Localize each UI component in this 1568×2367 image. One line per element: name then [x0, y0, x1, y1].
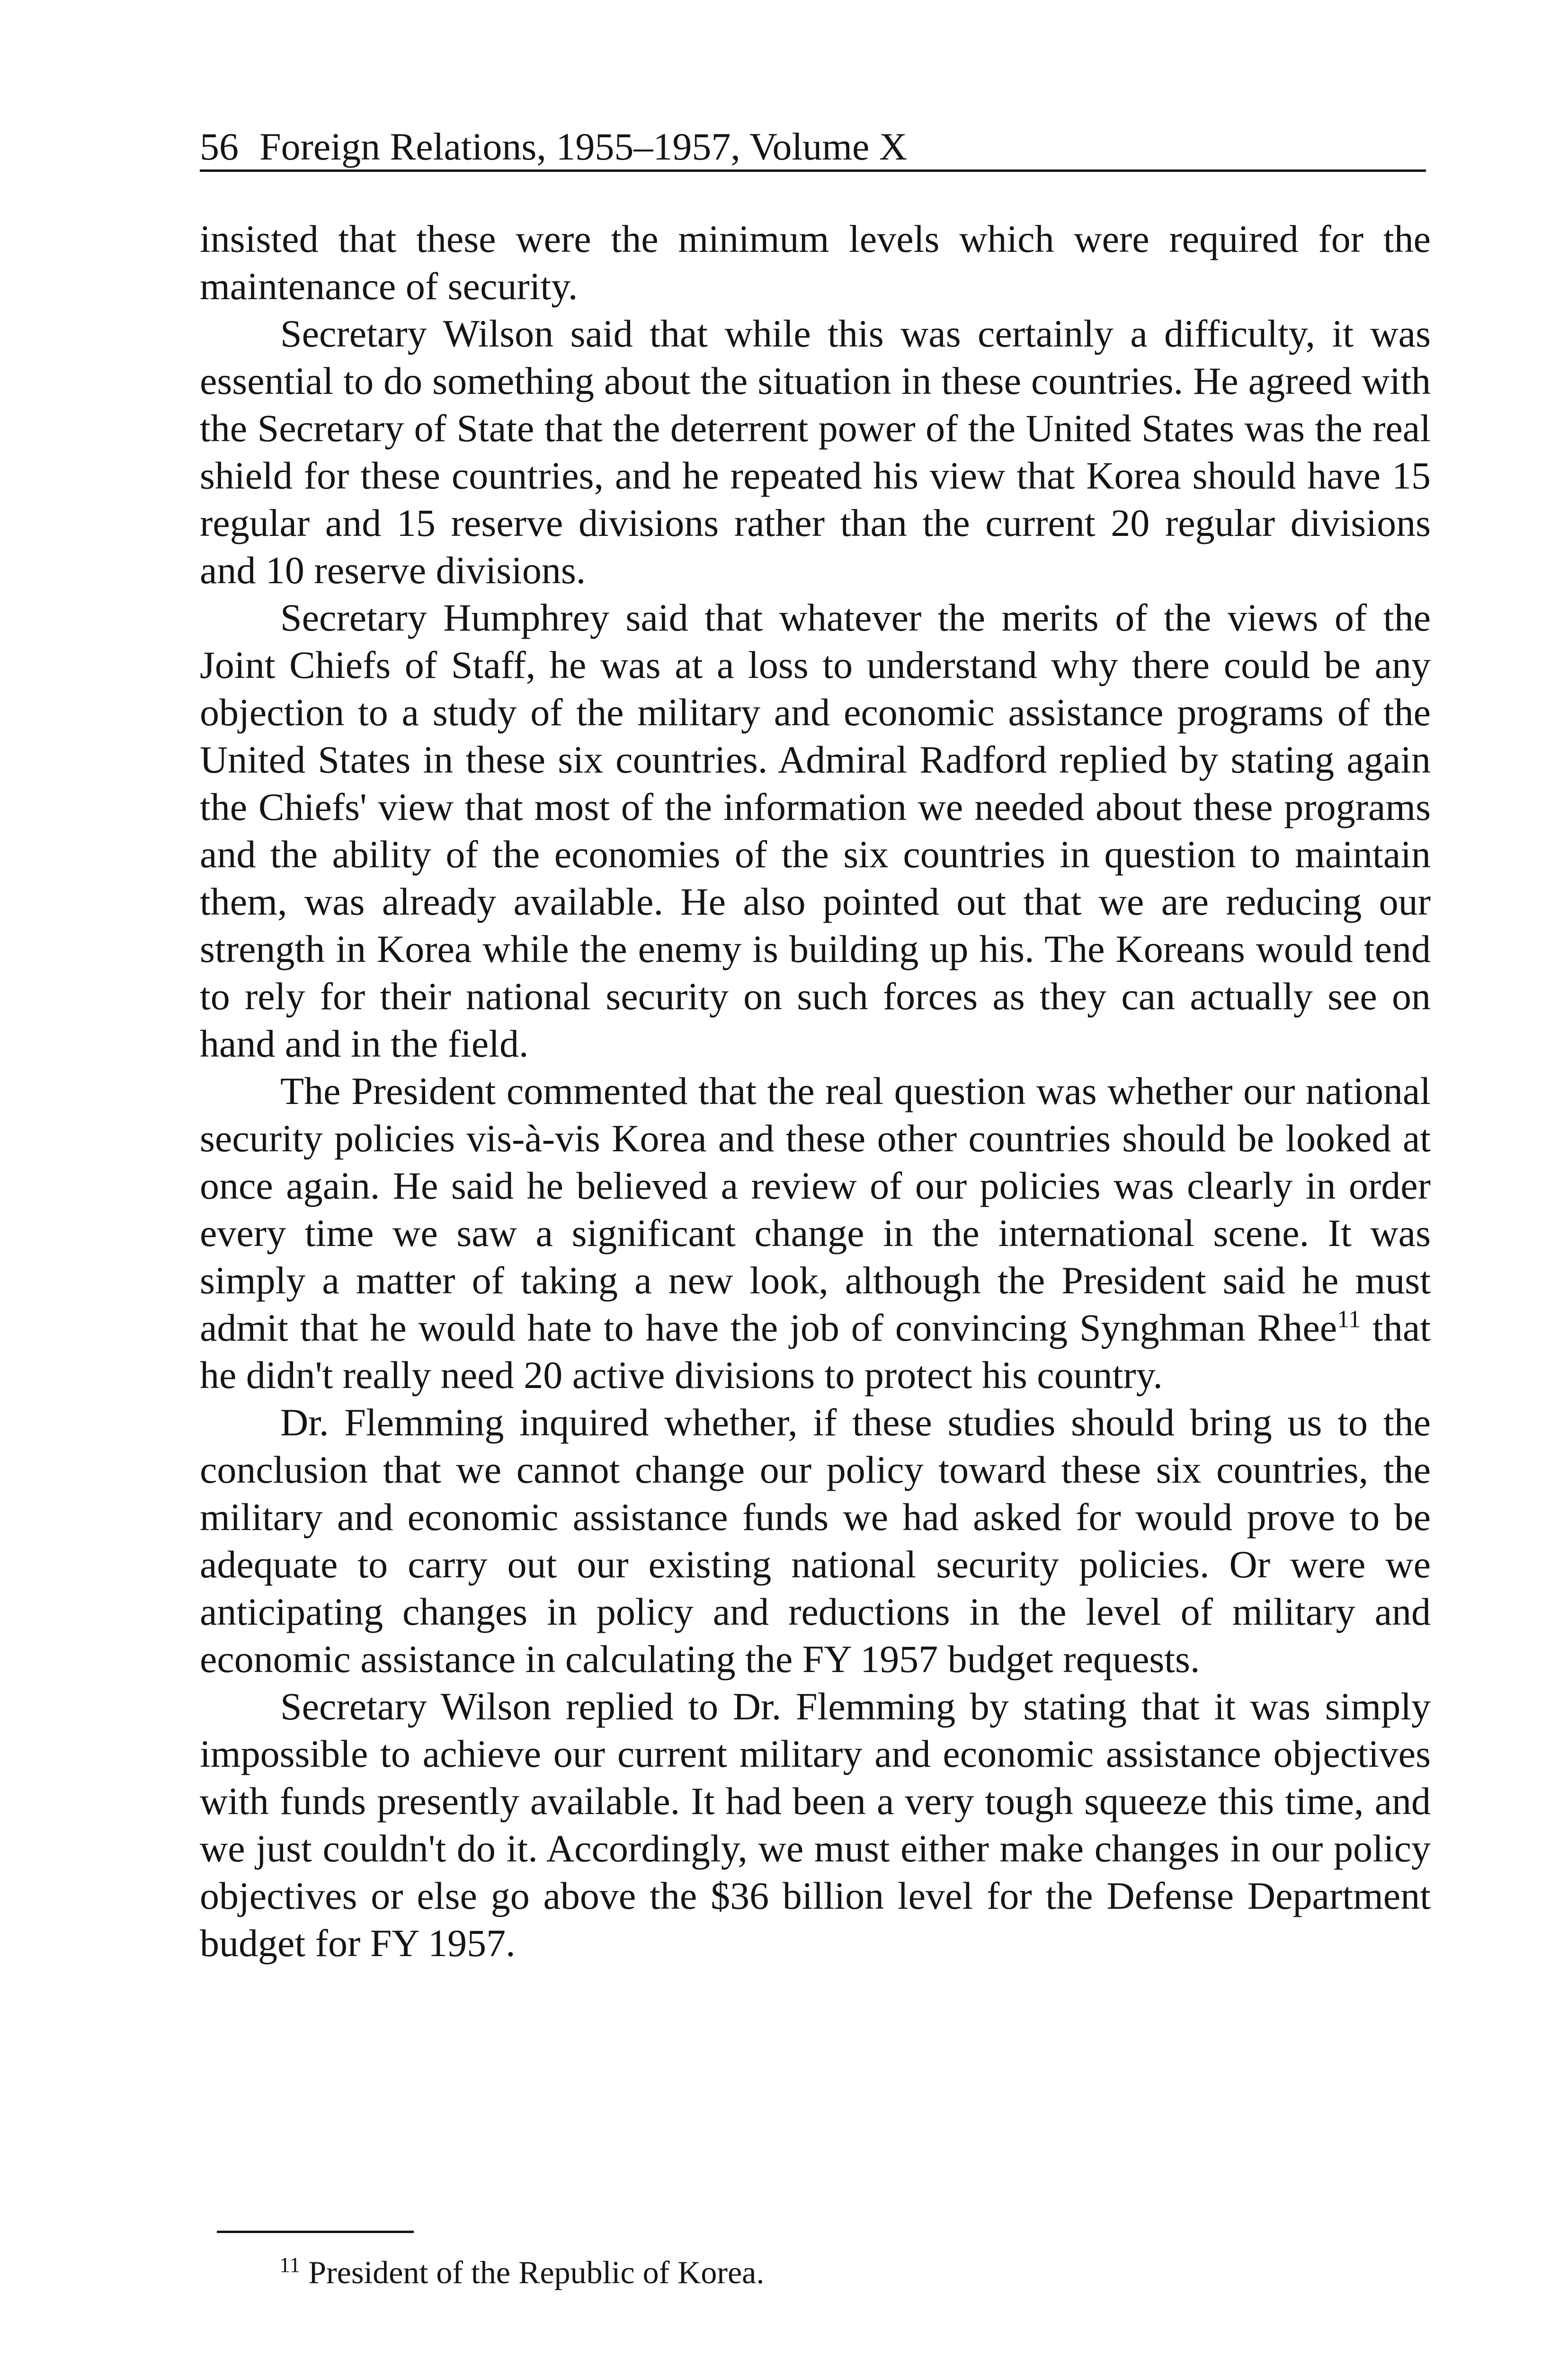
page-number: 56 — [200, 125, 239, 168]
footnote — [279, 2251, 1416, 2294]
running-header — [200, 124, 1426, 172]
body-text — [200, 215, 1431, 1967]
paragraph-text: that he didn't really need 20 active divisions to protect his country. — [200, 1306, 1431, 1397]
running-title: Foreign Relations, 1955–1957, Volume X — [259, 125, 908, 168]
paragraph-flemming-inquiry: Dr. Flemming inquired whether, if these studies should bring us to the conclusion that we cannot change our policy toward these six countries, the military and economic assistance funds we had asked for would prove to be adequate to carry out our existing national security policies. Or were we anticipating changes in policy and reductions in the level of military and economic assistance in calculating the FY 1957 budget requests. — [200, 1401, 1431, 1681]
footnote-divider — [217, 2231, 414, 2233]
footnote-reference: 11 — [1337, 1306, 1361, 1333]
paragraph-humphrey-radford: Secretary Humphrey said that whatever the merits of the views of the Joint Chiefs of Staff, he was at a loss to understand why there could be any objection to a study of the military and economic assistance programs of the United States in these six countries. Admiral Radford replied by stating again the Chiefs' view that most of the information we needed about these programs and the ability of the economies of the six countries in question to maintain them, was already available. He also pointed out that we are reducing our strength in Korea while the enemy is building up his. The Koreans would tend to rely for their national security on such forces as they can actually see on hand and in the field. — [200, 596, 1431, 1065]
paragraph-wilson-deterrent: Secretary Wilson said that while this was certainly a difficulty, it was essential to do something about the situation in these countries. He agreed with the Secretary of State that the deterrent power of the United States was the real shield for these countries, and he repeated his view that Korea should have 15 regular and 15 reserve divisions rather than the current 20 regular divisions and 10 reserve divisions. — [200, 312, 1431, 592]
footnote-text: President of the Republic of Korea. — [308, 2254, 765, 2290]
paragraph-continued: insisted that these were the minimum levels which were required for the maintenance of security. — [200, 217, 1431, 308]
paragraph-text: The President commented that the real question was whether our national security policies vis-à-vis Korea and these other countries should be looked at once again. He said he believed a review of our policies was clearly in order every time we saw a significant change in the international scene. It was simply a matter of taking a new look, although the President said he must admit that he would hate to have the job of convincing Synghman Rhee — [200, 1069, 1431, 1349]
footnote-number: 11 — [279, 2252, 301, 2277]
paragraph-wilson-reply: Secretary Wilson replied to Dr. Flemming by stating that it was simply impossible to achieve our current military and economic assistance objectives with funds presently available. It had been a very tough squeeze this time, and we just couldn't do it. Accordingly, we must either make changes in our policy objectives or else go above the $36 billion level for the Defense Department budget for FY 1957. — [200, 1685, 1431, 1965]
paragraph-president-review — [200, 1068, 1431, 1399]
